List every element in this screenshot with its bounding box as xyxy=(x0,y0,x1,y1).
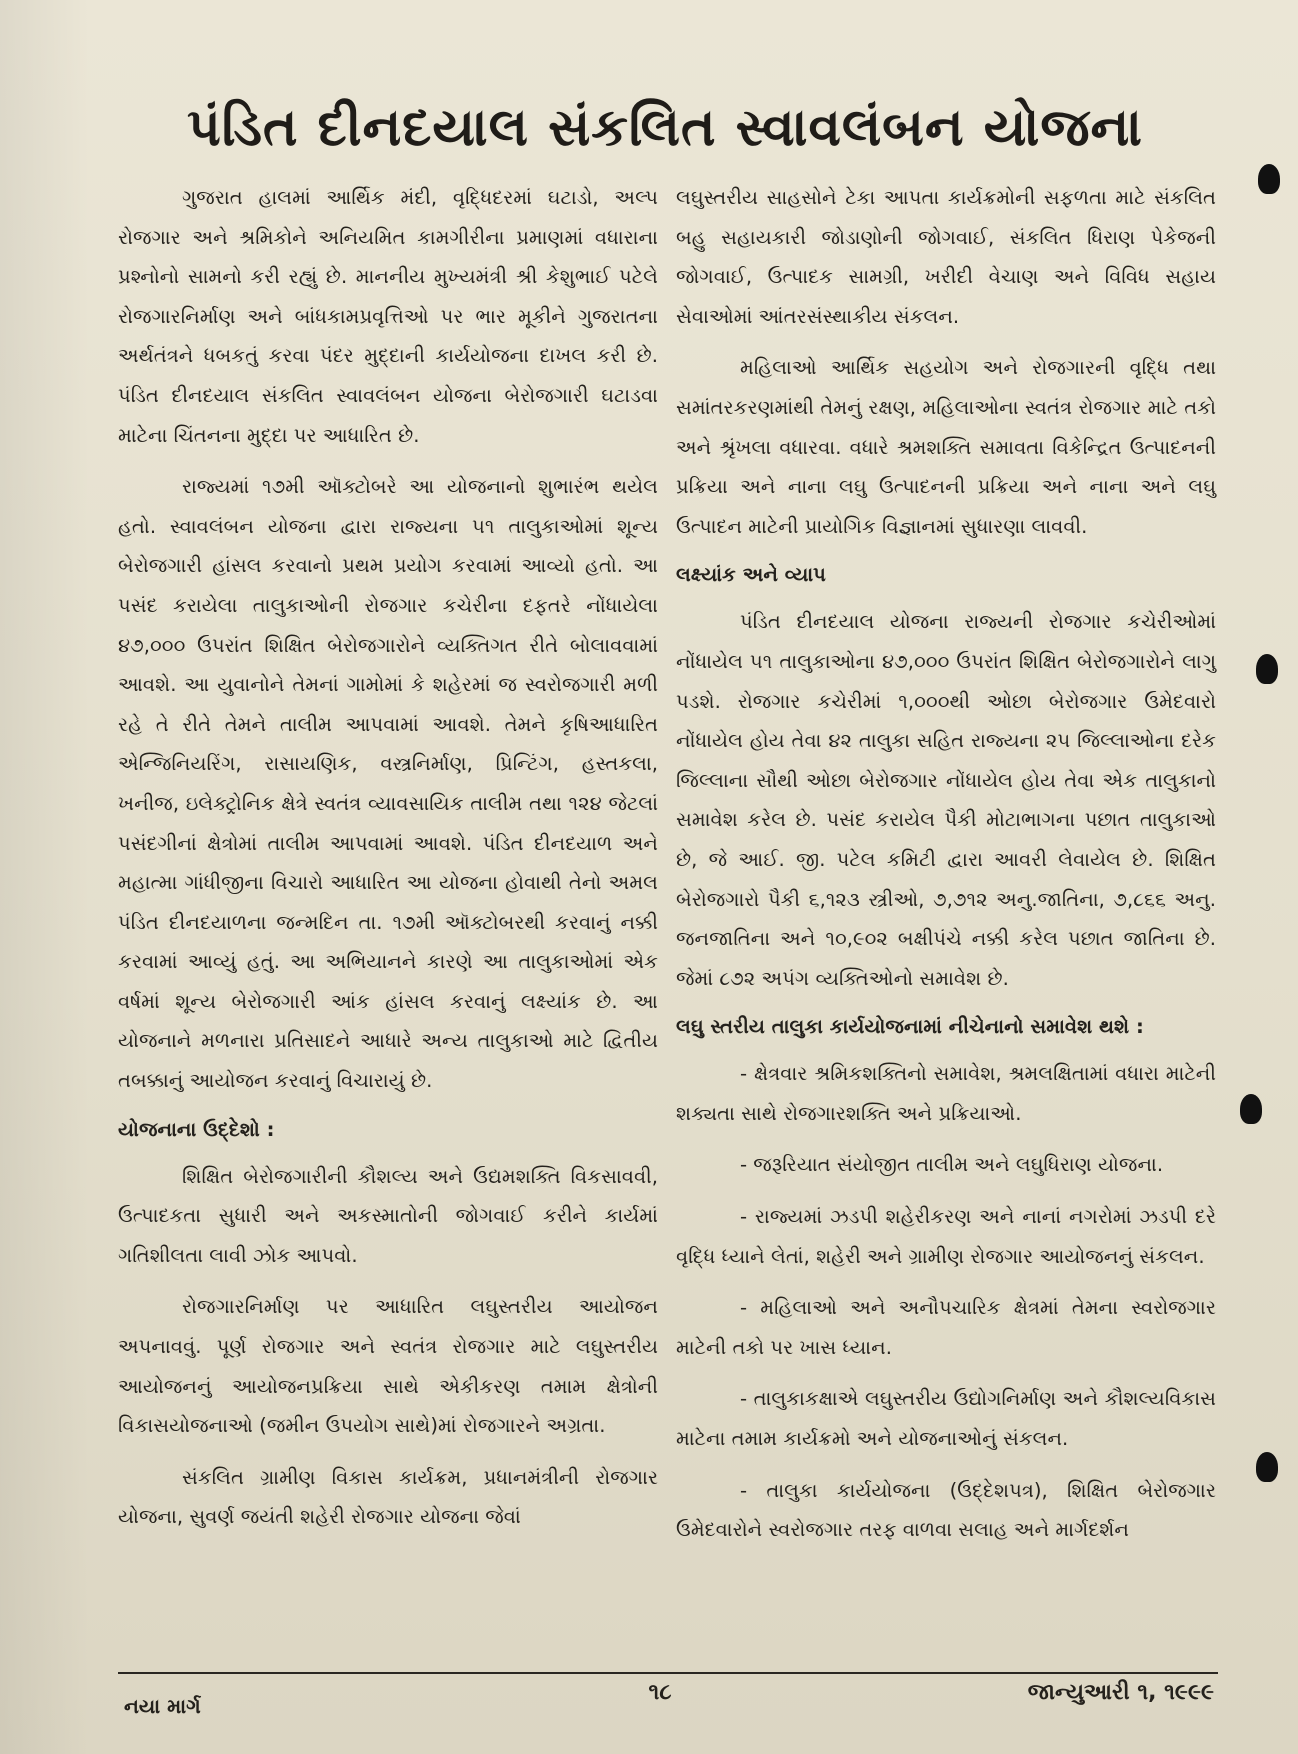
article-title: પંડિત દીનદયાલ સંકલિત સ્વાવલંબન યોજના xyxy=(186,98,1144,158)
left-paragraph-2: રાજ્યમાં ૧૭મી ઑક્ટોબરે આ યોજનાનો શુભારંભ થયેલ હતો. સ્વાવલંબન યોજના દ્વારા રાજ્યના ૫૧ તાલુકાઓમાં શૂન્ય બેરોજગારી હાંસલ કરવાનો પ્રથમ પ્રયોગ કરવામાં આવ્યો હતો. આ પસંદ કરાયેલા તાલુકાઓની રોજગાર કચેરીના દફતરે નોંધાયેલા ૪૭,૦૦૦ ઉપરાંત શિક્ષિત બેરોજગારોને વ્યક્તિગત રીતે બોલાવવામાં આવશે. આ યુવાનોને તેમનાં ગામોમાં કે શહેરમાં જ સ્વરોજગારી મળી રહે તે રીતે તેમને તાલીમ આપવામાં આવશે. તેમને કૃષિઆધારિત એન્જિનિયરિંગ, રાસાયણિક, વસ્ત્રનિર્માણ, પ્રિન્ટિંગ, હસ્તકલા, ખનીજ, ઇલેક્ટ્રોનિક ક્ષેત્રે સ્વતંત્ર વ્યાવસાયિક તાલીમ તથા ૧૨૪ જેટલાં પસંદગીનાં ક્ષેત્રોમાં તાલીમ આપવામાં આવશે. પંડિત દીનદયાળ અને મહાત્મા ગાંધીજીના વિચારો આધારિત આ યોજના હોવાથી તેનો અમલ પંડિત દીનદયાળના જન્મદિન તા. ૧૭મી ઑક્ટોબરથી કરવાનું નક્કી કરવામાં આવ્યું હતું. આ અભિયાનને કારણે આ તાલુકાઓમાં એક વર્ષમાં શૂન્ય બેરોજગારી આંક હાંસલ કરવાનું લક્ષ્યાંક છે. આ યોજનાને મળનારા પ્રતિસાદને આધારે અન્ય તાલુકાઓ માટે દ્વિતીય તબક્કાનું આયોજન કરવાનું વિચારાયું છે. xyxy=(118,475,658,1093)
left-paragraph-4: રોજગારનિર્માણ પર આધારિત લઘુસ્તરીય આયોજન અપનાવવું. પૂર્ણ રોજગાર અને સ્વતંત્ર રોજગાર માટે લઘુસ્તરીય આયોજનનું આયોજનપ્રક્રિયા સાથે એકીકરણ તમામ ક્ષેત્રોની વિકાસયોજનાઓ (જમીન ઉપયોગ સાથે)માં રોજગારને અગ્રતા. xyxy=(118,1295,658,1438)
right-paragraph-1: લઘુસ્તરીય સાહસોને ટેકા આપતા કાર્યક્રમોની સફળતા માટે સંકલિત બહુ સહાયકારી જોડાણોની જોગવાઈ, સંકલિત ધિરાણ પેકેજની જોગવાઈ, ઉત્પાદક સામગ્રી, ખરીદી વેચાણ અને વિવિધ સહાય સેવાઓમાં આંતરસંસ્થાકીય સંકલન. xyxy=(676,186,1216,328)
left-column xyxy=(118,178,658,1549)
list-item: - મહિલાઓ અને અનૌપચારિક ક્ષેત્રમાં તેમના સ્વરોજગાર માટેની તકો પર ખાસ ધ્યાન. xyxy=(676,1296,1216,1359)
section-heading-target-scope: લક્ષ્યાંક અને વ્યાપ xyxy=(676,563,826,587)
footer-divider xyxy=(118,1672,1218,1674)
left-paragraph-1: ગુજરાત હાલમાં આર્થિક મંદી, વૃદ્ધિદરમાં ઘટાડો, અલ્પ રોજગાર અને શ્રમિકોને અનિયમિત કામગીરીના પ્રમાણમાં વધારાના પ્રશ્નોનો સામનો કરી રહ્યું છે. માનનીય મુખ્યમંત્રી શ્રી કેશુભાઈ પટેલે રોજગારનિર્માણ અને બાંધકામપ્રવૃત્તિઓ પર ભાર મૂકીને ગુજરાતના અર્થતંત્રને ધબકતું કરવા પંદર મુદ્દાની કાર્યયોજના દાખલ કરી છે. પંડિત દીનદયાલ સંકલિત સ્વાવલંબન યોજના બેરોજગારી ઘટાડવા માટેના ચિંતનના મુદ્દા પર આધારિત છે. xyxy=(118,186,658,447)
list-item: - તાલુકાકક્ષાએ લઘુસ્તરીય ઉદ્યોગનિર્માણ અને કૌશલ્યવિકાસ માટેના તમામ કાર્યક્રમો અને યોજનાઓનું સંકલન. xyxy=(676,1387,1216,1451)
list-item: - જરૂરિયાત સંયોજીત તાલીમ અને લઘુધિરાણ યોજના. xyxy=(740,1153,1164,1177)
right-column xyxy=(676,178,1216,1562)
left-paragraph-3: શિક્ષિત બેરોજગારીની કૌશલ્ય અને ઉદ્યમશક્તિ વિકસાવવી, ઉત્પાદકતા સુધારી અને અકસ્માતોની જોગવાઈ કરીને કાર્યમાં ગતિશીલતા લાવી ઝોક આપવો. xyxy=(118,1164,658,1267)
page-fold-shadow xyxy=(0,0,90,1754)
right-paragraph-3: પંડિત દીનદયાલ યોજના રાજ્યની રોજગાર કચેરીઓમાં નોંધાયેલ ૫૧ તાલુકાઓના ૪૭,૦૦૦ ઉપરાંત શિક્ષિત બેરોજગારોને લાગુ પડશે. રોજગાર કચેરીમાં ૧,૦૦૦થી ઓછા બેરોજગાર ઉમેદવારો નોંધાયેલ હોય તેવા ૪૨ તાલુકા સહિત રાજ્યના ૨૫ જિલ્લાઓના દરેક જિલ્લાના સૌથી ઓછા બેરોજગાર નોંધાયેલ હોય તેવા એક તાલુકાનો સમાવેશ કરેલ છે. પસંદ કરાયેલ પૈકી મોટાભાગના પછાત તાલુકાઓ છે, જે આઈ. જી. પટેલ કમિટી દ્વારા આવરી લેવાયેલ છે. શિક્ષિત બેરોજગારો પૈકી ૬,૧૨૩ સ્ત્રીઓ, ૭,૭૧૨ અનુ.જાતિના, ૭,૮૬૬ અનુ. જનજાતિના અને ૧૦,૯૦૨ બક્ષીપંચે નક્કી કરેલ પછાત જાતિના છે. જેમાં ૮૭૨ અપંગ વ્યક્તિઓનો સમાવેશ છે. xyxy=(676,610,1216,990)
list-item: - તાલુકા કાર્યયોજના (ઉદ્દેશપત્ર), શિક્ષિત બેરોજગાર ઉમેદવારોને સ્વરોજગાર તરફ વાળવા સલાહ અને માર્ગદર્શન xyxy=(676,1478,1216,1542)
right-paragraph-2: મહિલાઓ આર્થિક સહયોગ અને રોજગારની વૃદ્ધિ તથા સમાંતરકરણમાંથી તેમનું રક્ષણ, મહિલાઓના સ્વતંત્ર રોજગાર માટે તકો અને શ્રૃંખલા વધારવા. વધારે શ્રમશક્તિ સમાવતા વિકેન્દ્રિત ઉત્પાદનની પ્રક્રિયા અને નાના લઘુ ઉત્પાદનની પ્રક્રિયા અને નાના અને લઘુ ઉત્પાદન માટેની પ્રાયોગિક વિજ્ઞાનમાં સુધારણા લાવવી. xyxy=(676,356,1216,538)
section-heading-action-plan: લઘુ સ્તરીય તાલુકા કાર્યયોજનામાં નીચેનાનો સમાવેશ થશે : xyxy=(676,1015,1144,1039)
section-heading-objectives: યોજનાના ઉદ્દેશો : xyxy=(118,1117,275,1141)
punch-hole-mark xyxy=(1256,1452,1278,1482)
footer-magazine-name: નયા માર્ગ xyxy=(124,1694,201,1718)
punch-hole-mark xyxy=(1256,654,1278,684)
punch-hole-mark xyxy=(1258,164,1280,194)
footer-page-number: ૧૮ xyxy=(648,1680,672,1705)
footer-date: જાન્યુઆરી ૧, ૧૯૯૯ xyxy=(1027,1680,1214,1705)
list-item: - ક્ષેત્રવાર શ્રમિકશક્તિનો સમાવેશ, શ્રમલક્ષિતામાં વધારા માટેની શક્યતા સાથે રોજગારશક્તિ અને પ્રક્રિયાઓ. xyxy=(676,1062,1216,1125)
punch-hole-mark xyxy=(1240,1094,1262,1124)
list-item: - રાજ્યમાં ઝડપી શહેરીકરણ અને નાનાં નગરોમાં ઝડપી દરે વૃદ્ધિ ધ્યાને લેતાં, શહેરી અને ગ્રામીણ રોજગાર આયોજનનું સંકલન. xyxy=(676,1205,1216,1268)
left-paragraph-5: સંકલિત ગ્રામીણ વિકાસ કાર્યક્રમ, પ્રધાનમંત્રીની રોજગાર યોજના, સુવર્ણ જયંતી શહેરી રોજગાર યોજના જેવાં xyxy=(118,1465,658,1529)
